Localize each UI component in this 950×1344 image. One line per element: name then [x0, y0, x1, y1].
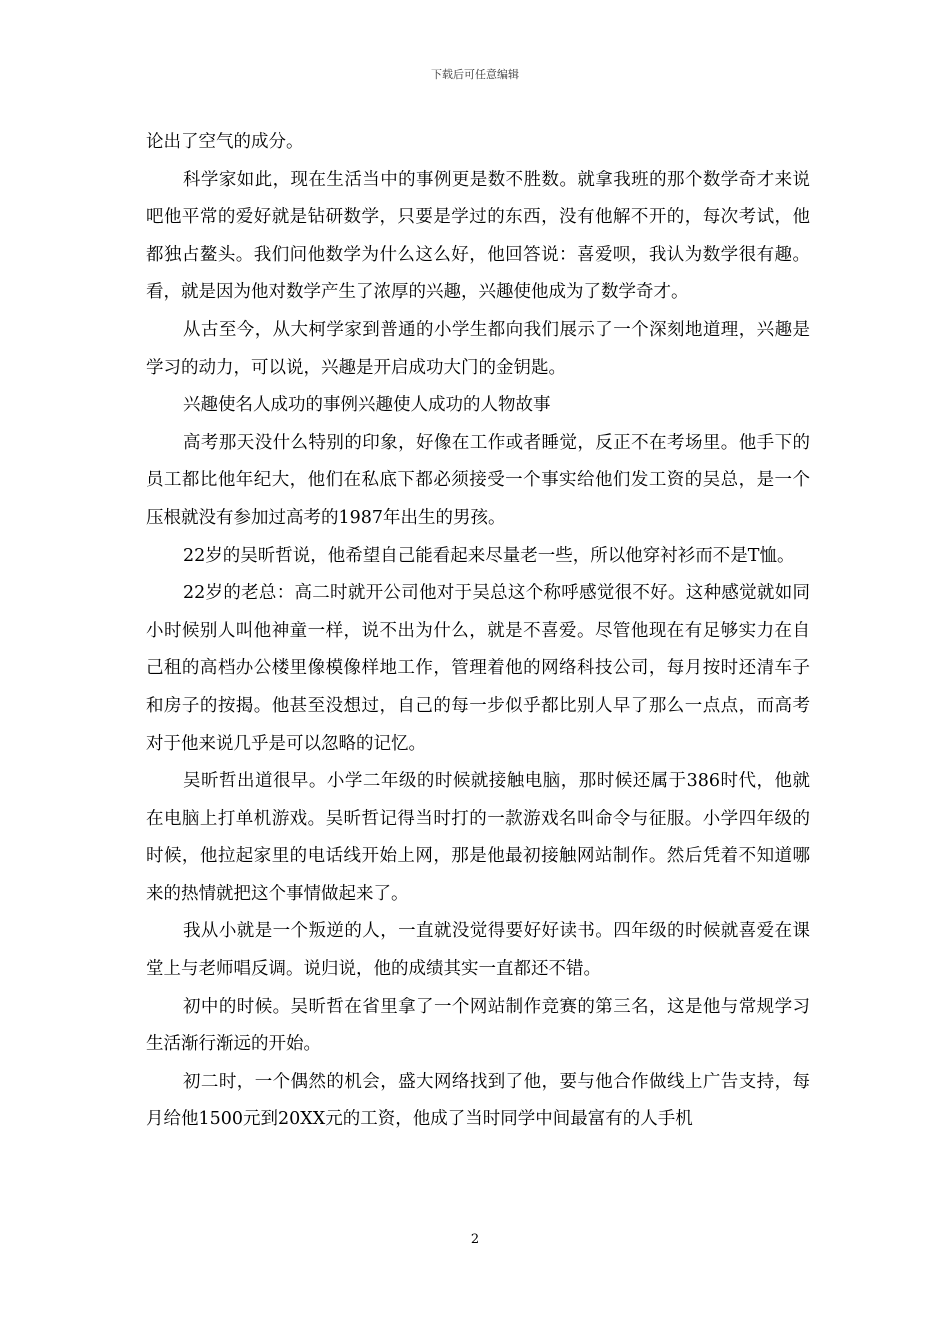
paragraph: 吴昕哲出道很早。小学二年级的时候就接触电脑，那时候还属于386时代，他就在电脑上打单机游戏。吴昕哲记得当时打的一款游戏名叫命令与征服。小学四年级的时候，他拉起家里的电话线开始上网，那是他最初接触网站制作。然后凭着不知道哪来的热情就把这个事情做起来了。: [146, 771, 810, 904]
paragraph: 高考那天没什么特别的印象，好像在工作或者睡觉，反正不在考场里。他手下的员工都比他年纪大，他们在私底下都必须接受一个事实给他们发工资的吴总，是一个压根就没有参加过高考的1987年出生的男孩。: [146, 432, 810, 528]
document-body: [146, 124, 810, 1139]
paragraph: 从古至今，从大柯学家到普通的小学生都向我们展示了一个深刻地道理，兴趣是学习的动力，可以说，兴趣是开启成功大门的金钥匙。: [146, 319, 810, 378]
paragraph: 初二时，一个偶然的机会，盛大网络找到了他，要与他合作做线上广告支持，每月给他1500元到20XX元的工资，他成了当时同学中间最富有的人手机: [146, 1071, 810, 1130]
paragraph: 22岁的老总：高二时就开公司他对于吴总这个称呼感觉很不好。这种感觉就如同小时候别人叫他神童一样，说不出为什么，就是不喜爱。尽管他现在有足够实力在自己租的高档办公楼里像模像样地工作，管理着他的网络科技公司，每月按时还清车子和房子的按揭。他甚至没想过，自己的每一步似乎都比别人早了那么一点点，而高考对于他来说几乎是可以忽略的记忆。: [146, 583, 810, 754]
paragraph: 初中的时候。吴昕哲在省里拿了一个网站制作竞赛的第三名，这是他与常规学习生活渐行渐远的开始。: [146, 996, 810, 1055]
paragraph: 我从小就是一个叛逆的人，一直就没觉得要好好读书。四年级的时候就喜爱在课堂上与老师唱反调。说归说，他的成绩其实一直都还不错。: [146, 921, 810, 980]
page-header: 下载后可任意编辑: [431, 68, 519, 81]
paragraph: 科学家如此，现在生活当中的事例更是数不胜数。就拿我班的那个数学奇才来说吧他平常的爱好就是钻研数学，只要是学过的东西，没有他解不开的，每次考试，他都独占鳌头。我们问他数学为什么这么好，他回答说：喜爱呗，我认为数学很有趣。看，就是因为他对数学产生了浓厚的兴趣，兴趣使他成为了数学奇才。: [146, 169, 810, 303]
paragraph: 论出了空气的成分。: [146, 132, 304, 152]
page-number: 2: [470, 1232, 480, 1247]
paragraph: 22岁的吴昕哲说，他希望自己能看起来尽量老一些，所以他穿衬衫而不是T恤。: [183, 545, 795, 566]
section-title: 兴趣使名人成功的事例兴趣使人成功的人物故事: [183, 395, 551, 416]
